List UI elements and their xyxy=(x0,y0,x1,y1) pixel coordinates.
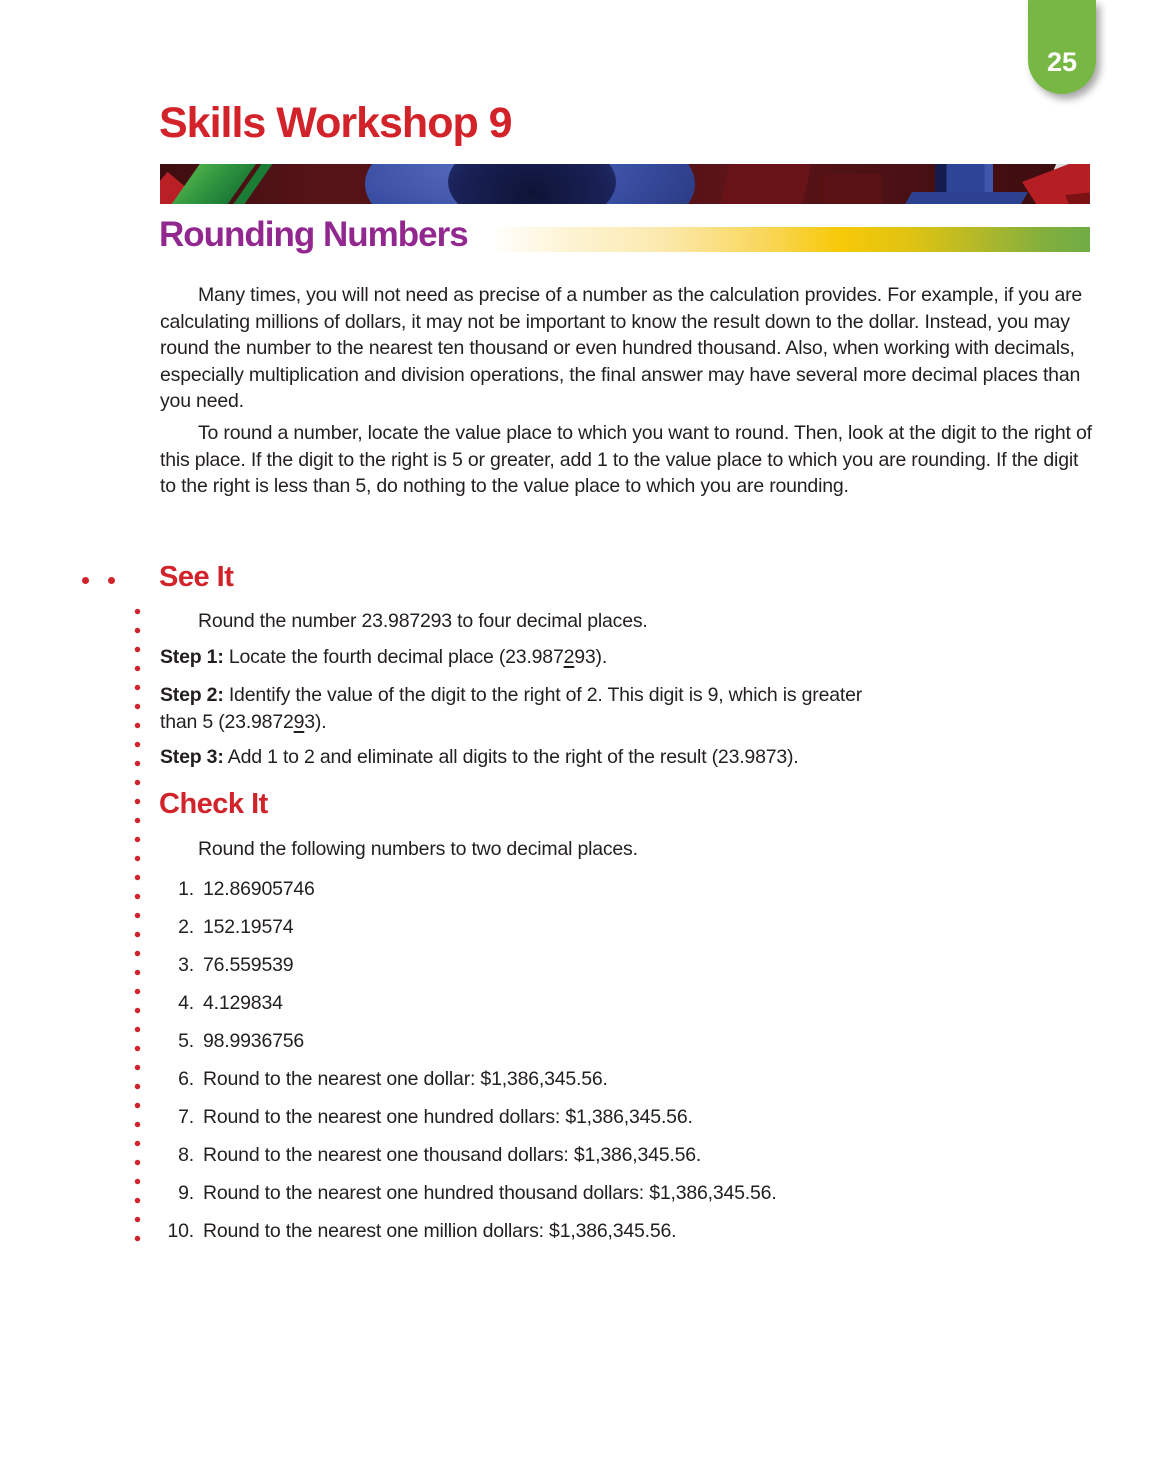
step-1-label: Step 1: xyxy=(160,646,224,668)
check-it-list xyxy=(160,876,1095,1256)
list-item xyxy=(160,1218,1095,1256)
list-item xyxy=(160,1028,1095,1066)
list-item-text: Round to the nearest one thousand dollars: $1,386,345.56. xyxy=(203,1144,702,1166)
list-item-text: 12.86905746 xyxy=(203,878,315,900)
section-heading-gradient-bar xyxy=(495,227,1090,252)
see-it-heading: See It xyxy=(159,561,234,593)
list-item-text: Round to the nearest one dollar: $1,386,345.56. xyxy=(203,1068,608,1090)
page-title: Skills Workshop 9 xyxy=(159,99,512,147)
banner-darkred-block-1 xyxy=(721,164,812,204)
step-3 xyxy=(160,744,1095,771)
margin-dotted-line xyxy=(134,608,141,1245)
step-2-underlined-digit: 9 xyxy=(293,710,305,733)
list-item-number: 8. xyxy=(178,1144,194,1166)
step-3-label: Step 3: xyxy=(160,746,224,768)
step-1 xyxy=(160,644,1095,671)
list-item-text: Round to the nearest one million dollars: $1,386,345.56. xyxy=(203,1220,677,1242)
intro-paragraph-2: To round a number, locate the value place to which you want to round. Then, look at the digit to the right of this place. If the digit to the right is 5 or greater, add 1 to the value place to which you are rounding. If the digit to the right is less than 5, do nothing to the value place to which you are rounding. xyxy=(160,422,1092,497)
list-item-number: 2. xyxy=(178,916,194,938)
list-item-number: 3. xyxy=(178,954,194,976)
list-item-text: 4.129834 xyxy=(203,992,283,1014)
list-item xyxy=(160,1180,1095,1218)
list-item-number: 1. xyxy=(178,878,194,900)
list-item-text: 152.19574 xyxy=(203,916,294,938)
list-item xyxy=(160,990,1095,1028)
step-1-text: Locate the fourth decimal place (23.987 xyxy=(223,646,564,668)
list-item xyxy=(160,1104,1095,1142)
step-2-text-end: 3). xyxy=(304,710,327,733)
step-1-underlined-digit: 2 xyxy=(563,646,575,668)
page-number: 25 xyxy=(1046,47,1078,77)
page-number-badge xyxy=(1028,0,1096,94)
check-it-intro: Round the following numbers to two decimal places. xyxy=(198,838,638,860)
list-item xyxy=(160,876,1095,914)
banner-darkred-block-2 xyxy=(820,174,882,204)
step-2-label: Step 2: xyxy=(160,684,224,706)
list-item-text: 76.559539 xyxy=(203,954,294,976)
list-item-text: Round to the nearest one hundred dollars: $1,386,345.56. xyxy=(203,1106,693,1128)
check-it-heading: Check It xyxy=(159,788,268,820)
list-item xyxy=(160,952,1095,990)
margin-dot-right xyxy=(108,577,115,584)
banner-blue-one-base xyxy=(904,192,1028,204)
step-2 xyxy=(160,682,870,735)
intro-paragraph-1: Many times, you will not need as precise of a number as the calculation provides. For example, if you are calculating millions of dollars, it may not be important to know the result down to the dollar. Instead, you may round the number to the nearest ten thousand or even hundred thousand. Also, when working with decimals, especially multiplication and division operations, the final answer may have several more decimal places than you need. xyxy=(160,284,1083,412)
list-item-number: 4. xyxy=(178,992,194,1014)
section-title: Rounding Numbers xyxy=(159,215,468,254)
list-item-number: 10. xyxy=(167,1220,194,1242)
step-3-text: Add 1 to 2 and eliminate all digits to the right of the result (23.9873). xyxy=(223,746,799,768)
list-item xyxy=(160,1066,1095,1104)
list-item-number: 9. xyxy=(178,1182,194,1204)
margin-dot-left xyxy=(82,577,89,584)
list-item-number: 5. xyxy=(178,1030,194,1052)
list-item xyxy=(160,914,1095,952)
list-item xyxy=(160,1142,1095,1180)
banner-blue-zero-hole xyxy=(448,164,616,204)
list-item-number: 7. xyxy=(178,1106,194,1128)
step-2-text: Identify the value of the digit to the right of 2. This digit is 9, which is greater than 5 (23.9872 xyxy=(160,684,863,733)
banner-image xyxy=(160,164,1090,204)
list-item-text: Round to the nearest one hundred thousand dollars: $1,386,345.56. xyxy=(203,1182,777,1204)
list-item-number: 6. xyxy=(178,1068,194,1090)
step-1-text-end: 93). xyxy=(574,646,608,668)
see-it-intro: Round the number 23.987293 to four decimal places. xyxy=(198,610,648,632)
list-item-text: 98.9936756 xyxy=(203,1030,305,1052)
